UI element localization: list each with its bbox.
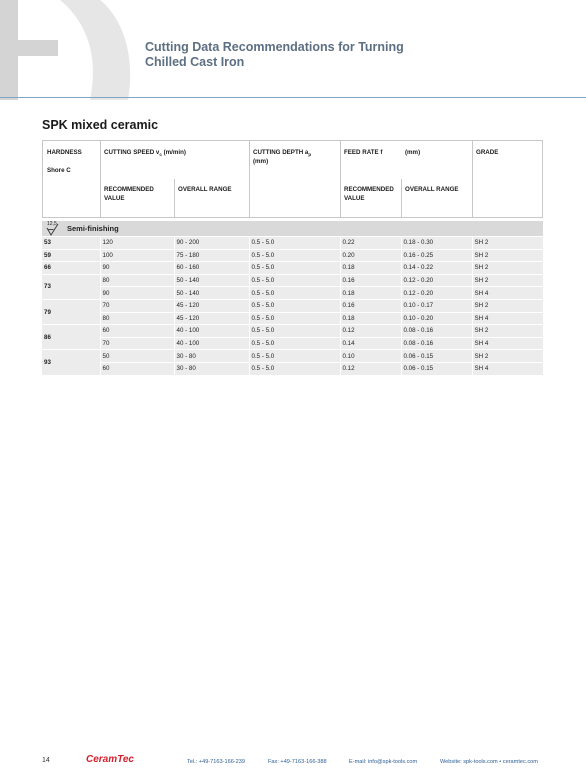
section-title: SPK mixed ceramic bbox=[42, 118, 159, 132]
f-recommended-cell: 0.20 bbox=[340, 249, 401, 262]
f-overall-range-cell: 0.06 - 0.15 bbox=[401, 362, 472, 375]
header-decoration bbox=[0, 0, 140, 100]
vc-overall-range-cell: 75 - 180 bbox=[174, 249, 249, 262]
cutting-depth-header: CUTTING DEPTH $a_p$ bbox=[253, 149, 312, 158]
f-recommended-cell: 0.12 bbox=[340, 362, 401, 375]
f-overall-range-cell: 0.10 - 0.17 bbox=[401, 299, 472, 312]
table-row bbox=[42, 249, 543, 262]
f-recommended-cell: 0.18 bbox=[340, 287, 401, 300]
f-overall-range-cell: 0.12 - 0.20 bbox=[401, 274, 472, 287]
vc-recommended-cell: 50 bbox=[100, 350, 174, 363]
grade-header: GRADE bbox=[476, 149, 499, 156]
grade-cell: SH 4 bbox=[472, 312, 543, 325]
hardness-cell: 79 bbox=[42, 299, 100, 324]
footer-tel: Tel.: +49-7163-166-239 bbox=[187, 759, 245, 765]
vc-recommended-cell: 90 bbox=[100, 287, 174, 300]
vc-overall-range-cell: 50 - 140 bbox=[174, 287, 249, 300]
vc-overall-range-cell: 90 - 200 bbox=[174, 237, 249, 249]
vc-overall-range-cell: 50 - 140 bbox=[174, 274, 249, 287]
grade-cell: SH 4 bbox=[472, 362, 543, 375]
table-row bbox=[42, 362, 543, 375]
vc-recommended-cell: 100 bbox=[100, 249, 174, 262]
f-overall-range-cell: 0.12 - 0.20 bbox=[401, 287, 472, 300]
cutting-depth-cell: 0.5 - 5.0 bbox=[249, 262, 340, 275]
vc-recommended-cell: 90 bbox=[100, 262, 174, 275]
vc-overall-range-cell: 40 - 100 bbox=[174, 337, 249, 350]
hardness-unit: Shore C bbox=[47, 167, 71, 174]
header-rule bbox=[0, 97, 586, 98]
f-overall-range-cell: 0.10 - 0.20 bbox=[401, 312, 472, 325]
hardness-cell: 73 bbox=[42, 274, 100, 299]
footer bbox=[0, 754, 586, 768]
f-recommended-cell: 0.22 bbox=[340, 237, 401, 249]
cutting-depth-cell: 0.5 - 5.0 bbox=[249, 362, 340, 375]
footer-email: E-mail: info@spk-tools.com bbox=[349, 759, 418, 765]
vc-overall-range-cell: 30 - 80 bbox=[174, 362, 249, 375]
feed-rate-header: FEED RATE f bbox=[344, 149, 383, 156]
machining-band bbox=[42, 221, 543, 236]
hardness-cell: 66 bbox=[42, 262, 100, 275]
f-overall-range-header: OVERALL RANGE bbox=[405, 186, 459, 193]
roughness-value: 12,5 bbox=[47, 220, 57, 227]
cutting-depth-cell: 0.5 - 5.0 bbox=[249, 299, 340, 312]
table-header bbox=[42, 140, 543, 218]
vc-recommended-cell: 60 bbox=[100, 325, 174, 338]
vc-recommended-header: RECOMMENDED VALUE bbox=[104, 186, 154, 202]
vc-overall-range-cell: 45 - 120 bbox=[174, 299, 249, 312]
table-row bbox=[42, 325, 543, 338]
cutting-depth-cell: 0.5 - 5.0 bbox=[249, 274, 340, 287]
ceramtec-logo: CeramTec bbox=[86, 754, 134, 765]
grade-cell: SH 2 bbox=[472, 325, 543, 338]
page-number: 14 bbox=[42, 757, 50, 764]
vc-overall-range-cell: 40 - 100 bbox=[174, 325, 249, 338]
grade-cell: SH 2 bbox=[472, 299, 543, 312]
cutting-data-table bbox=[42, 237, 543, 376]
cutting-depth-cell: 0.5 - 5.0 bbox=[249, 312, 340, 325]
f-recommended-cell: 0.12 bbox=[340, 325, 401, 338]
feed-rate-unit: (mm) bbox=[405, 149, 421, 156]
vc-recommended-cell: 70 bbox=[100, 337, 174, 350]
table-row bbox=[42, 337, 543, 350]
vc-overall-range-header: OVERALL RANGE bbox=[178, 186, 232, 193]
f-overall-range-cell: 0.08 - 0.16 bbox=[401, 337, 472, 350]
grade-cell: SH 4 bbox=[472, 337, 543, 350]
grade-cell: SH 2 bbox=[472, 237, 543, 249]
cutting-depth-cell: 0.5 - 5.0 bbox=[249, 325, 340, 338]
table-row bbox=[42, 237, 543, 249]
grade-cell: SH 2 bbox=[472, 249, 543, 262]
vc-overall-range-cell: 30 - 80 bbox=[174, 350, 249, 363]
cutting-depth-cell: 0.5 - 5.0 bbox=[249, 337, 340, 350]
f-recommended-cell: 0.16 bbox=[340, 299, 401, 312]
grade-cell: SH 2 bbox=[472, 350, 543, 363]
cutting-depth-cell: 0.5 - 5.0 bbox=[249, 287, 340, 300]
table-row bbox=[42, 312, 543, 325]
hardness-cell: 86 bbox=[42, 325, 100, 350]
page-title-line-2: Chilled Cast Iron bbox=[145, 55, 245, 69]
grade-cell: SH 2 bbox=[472, 262, 543, 275]
cutting-depth-cell: 0.5 - 5.0 bbox=[249, 350, 340, 363]
hardness-cell: 59 bbox=[42, 249, 100, 262]
cutting-depth-cell: 0.5 - 5.0 bbox=[249, 237, 340, 249]
f-recommended-header: RECOMMENDED VALUE bbox=[344, 186, 394, 202]
band-label: Semi-finishing bbox=[67, 224, 119, 233]
f-recommended-cell: 0.10 bbox=[340, 350, 401, 363]
table-row bbox=[42, 287, 543, 300]
vc-recommended-cell: 120 bbox=[100, 237, 174, 249]
surface-roughness-icon bbox=[45, 222, 65, 236]
vc-recommended-cell: 80 bbox=[100, 312, 174, 325]
table-row bbox=[42, 350, 543, 363]
f-overall-range-cell: 0.06 - 0.15 bbox=[401, 350, 472, 363]
page-title-line-1: Cutting Data Recommendations for Turning bbox=[145, 40, 404, 54]
vc-overall-range-cell: 45 - 120 bbox=[174, 312, 249, 325]
hardness-cell: 53 bbox=[42, 237, 100, 249]
f-recommended-cell: 0.18 bbox=[340, 312, 401, 325]
f-overall-range-cell: 0.08 - 0.16 bbox=[401, 325, 472, 338]
vc-recommended-cell: 60 bbox=[100, 362, 174, 375]
grade-cell: SH 4 bbox=[472, 287, 543, 300]
vc-recommended-cell: 70 bbox=[100, 299, 174, 312]
f-overall-range-cell: 0.14 - 0.22 bbox=[401, 262, 472, 275]
footer-fax: Fax: +49-7163-166-388 bbox=[268, 759, 327, 765]
cutting-depth-cell: 0.5 - 5.0 bbox=[249, 249, 340, 262]
f-recommended-cell: 0.14 bbox=[340, 337, 401, 350]
f-recommended-cell: 0.18 bbox=[340, 262, 401, 275]
page-title bbox=[145, 40, 404, 70]
table-row bbox=[42, 274, 543, 287]
hardness-header: HARDNESS bbox=[47, 149, 82, 156]
footer-website: Website: spk-tools.com • ceramtec.com bbox=[440, 759, 538, 765]
f-overall-range-cell: 0.18 - 0.30 bbox=[401, 237, 472, 249]
table-row bbox=[42, 299, 543, 312]
cutting-depth-unit: (mm) bbox=[253, 158, 269, 165]
hardness-cell: 93 bbox=[42, 350, 100, 375]
f-recommended-cell: 0.16 bbox=[340, 274, 401, 287]
cutting-speed-header: CUTTING SPEED $v_c$ (m/min) bbox=[104, 149, 186, 158]
grade-cell: SH 2 bbox=[472, 274, 543, 287]
vc-recommended-cell: 80 bbox=[100, 274, 174, 287]
table-row bbox=[42, 262, 543, 275]
f-overall-range-cell: 0.16 - 0.25 bbox=[401, 249, 472, 262]
vc-overall-range-cell: 60 - 160 bbox=[174, 262, 249, 275]
